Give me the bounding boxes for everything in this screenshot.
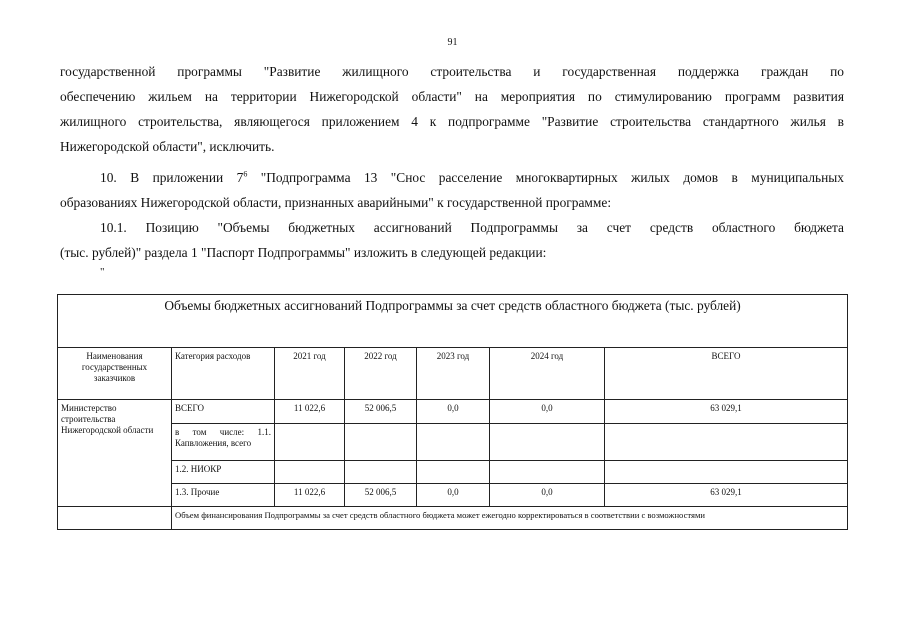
value-cell: 0,0 [490, 484, 605, 507]
value-cell [345, 461, 417, 484]
opening-quote: " [100, 266, 105, 278]
column-header: Категория расходов [172, 348, 275, 400]
page-number: 91 [447, 37, 458, 48]
value-cell: 63 029,1 [605, 484, 848, 507]
value-cell [490, 461, 605, 484]
paragraph-line: государственной программы "Развитие жилищного строительства и государственная поддержка граждан по [60, 64, 844, 79]
value-cell [490, 424, 605, 461]
paragraph-appendix-7-6 [60, 165, 844, 215]
financing-note: Объем финансирования Подпрограммы за счет средств областного бюджета может ежегодно корректироваться в соответствии с возможностями [172, 507, 848, 530]
table-row [58, 484, 848, 507]
value-cell [417, 461, 490, 484]
value-cell: 11 022,6 [275, 400, 345, 424]
customer-cell: Министерство строительства Нижегородской области [58, 400, 172, 507]
value-cell: 11 022,6 [275, 484, 345, 507]
paragraph-line: Нижегородской области", исключить. [60, 139, 275, 154]
budget-table [57, 294, 848, 530]
paragraph-text: "Подпрограмма 13 "Снос расселение многоквартирных жилых домов в муниципальных [247, 170, 845, 185]
table-row [58, 424, 848, 461]
paragraph-text: 10. В приложении 7 [100, 170, 244, 185]
value-cell: 0,0 [490, 400, 605, 424]
value-cell: 0,0 [417, 484, 490, 507]
table-title: Объемы бюджетных ассигнований Подпрограммы за счет средств областного бюджета (тыс. рублей) [58, 295, 848, 348]
paragraph-line [60, 165, 844, 190]
table-row [58, 400, 848, 424]
column-header: 2024 год [490, 348, 605, 400]
column-header: 2023 год [417, 348, 490, 400]
value-cell [605, 461, 848, 484]
category-cell: в том числе: 1.1. Капвложения, всего [172, 424, 275, 461]
empty-cell [58, 507, 172, 530]
paragraph-line: образованиях Нижегородской области, признанных аварийными" к государственной программе: [60, 195, 612, 210]
column-header: 2021 год [275, 348, 345, 400]
paragraph-line: (тыс. рублей)" раздела 1 "Паспорт Подпрограммы" изложить в следующей редакции: [60, 245, 547, 260]
category-cell: ВСЕГО [172, 400, 275, 424]
category-cell: 1.3. Прочие [172, 484, 275, 507]
table-row [58, 461, 848, 484]
column-header: Наименования государственных заказчиков [58, 348, 172, 400]
value-cell: 0,0 [417, 400, 490, 424]
paragraph-line: обеспечению жильем на территории Нижегородской области" на мероприятия по стимулированию программ развития [60, 89, 844, 104]
table-row [58, 507, 848, 530]
value-cell [417, 424, 490, 461]
paragraph-exclusion [60, 59, 844, 159]
paragraph-position-10-1 [60, 215, 844, 265]
value-cell [275, 424, 345, 461]
value-cell: 63 029,1 [605, 400, 848, 424]
column-header: ВСЕГО [605, 348, 848, 400]
category-cell: 1.2. НИОКР [172, 461, 275, 484]
value-cell [275, 461, 345, 484]
value-cell [605, 424, 848, 461]
value-cell: 52 006,5 [345, 400, 417, 424]
column-header: 2022 год [345, 348, 417, 400]
paragraph-line: жилищного строительства, являющегося приложением 4 к подпрограмме "Развитие строительства стандартного жилья в [60, 114, 844, 129]
paragraph-line: 10.1. Позицию "Объемы бюджетных ассигнований Подпрограммы за счет средств областного бюджета [100, 220, 844, 235]
value-cell [345, 424, 417, 461]
value-cell: 52 006,5 [345, 484, 417, 507]
superscript: 6 [243, 169, 248, 179]
